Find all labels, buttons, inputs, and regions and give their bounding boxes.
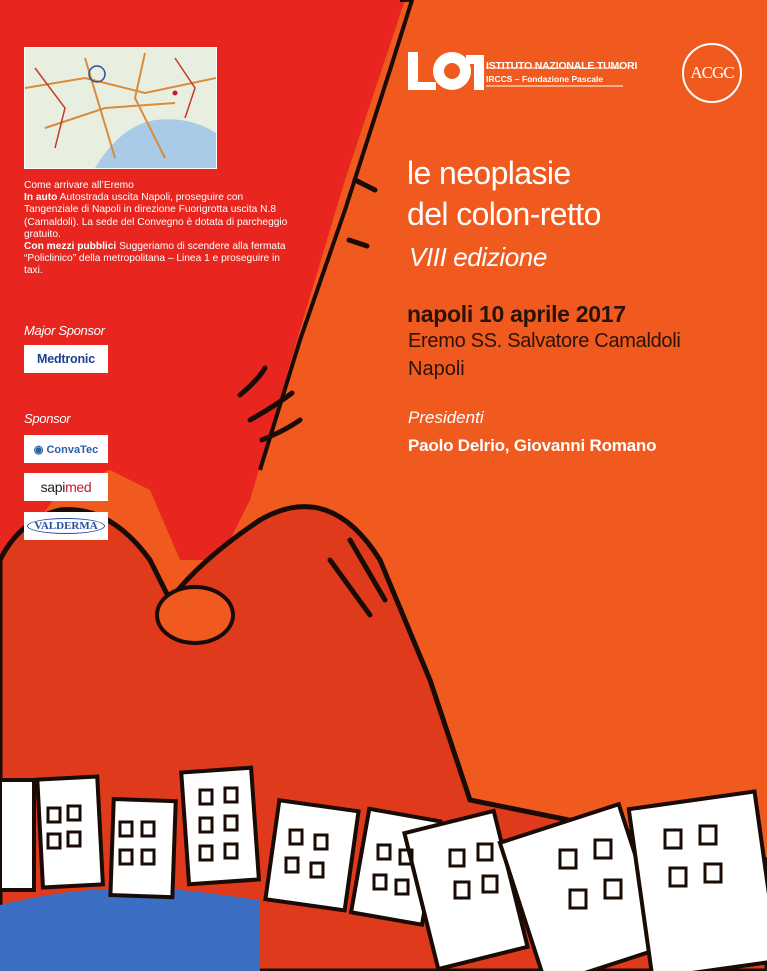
convatec-logo-text: ◉ ConvaTec <box>33 443 99 456</box>
sapimed-logo <box>24 473 108 501</box>
acgc-logo-text: ACGC <box>690 63 734 82</box>
volcano-crater <box>157 587 233 643</box>
medtronic-logo <box>24 345 108 373</box>
car-label: In auto <box>24 192 58 204</box>
medtronic-logo-text: Medtronic <box>37 352 95 366</box>
directions-car <box>24 192 289 241</box>
public-label: Con mezzi pubblici <box>24 241 117 253</box>
event-title-line1: le neoplasie <box>407 155 571 191</box>
major-sponsor-label: Major Sponsor <box>24 323 105 338</box>
event-venue: Eremo SS. Salvatore Camaldoli <box>408 330 681 352</box>
convatec-logo <box>24 435 108 463</box>
sponsor-label: Sponsor <box>24 411 71 426</box>
institute-subtitle: IRCCS – Fondazione Pascale <box>486 74 604 84</box>
public-text: Suggeriamo di scendere alla fermata “Policlinico” della metropolitana – Linea 1 e proseguire in taxi. <box>24 241 286 277</box>
car-text: Autostrada uscita Napoli, proseguire con Tangenziale di Napoli in direzione Fuorigrotta uscita N.8 (Camaldoli). La sede del Convegno è dotata di parcheggio gratuito. <box>24 192 288 240</box>
acgc-logo <box>682 43 742 103</box>
presidents-label: Presidenti <box>408 408 484 427</box>
event-edition: VIII edizione <box>409 242 547 272</box>
directions-public <box>24 241 289 278</box>
location-map <box>24 47 217 169</box>
presidents-names: Paolo Delrio, Giovanni Romano <box>408 436 657 455</box>
directions-heading: Come arrivare all’Eremo <box>24 180 134 191</box>
event-title-line2: del colon-retto <box>407 196 601 232</box>
istituto-tumori-logo <box>408 50 628 94</box>
event-city: Napoli <box>408 358 465 380</box>
map-graphic <box>25 48 216 168</box>
institute-name: ISTITUTO NAZIONALE TUMORI <box>486 60 638 72</box>
valderma-logo-text: VALDERMA <box>27 518 104 534</box>
sapimed-logo-text: sapimed <box>40 479 92 495</box>
directions-text <box>24 180 289 278</box>
valderma-logo <box>24 512 108 540</box>
event-date: napoli 10 aprile 2017 <box>407 301 626 327</box>
sea <box>0 888 260 971</box>
